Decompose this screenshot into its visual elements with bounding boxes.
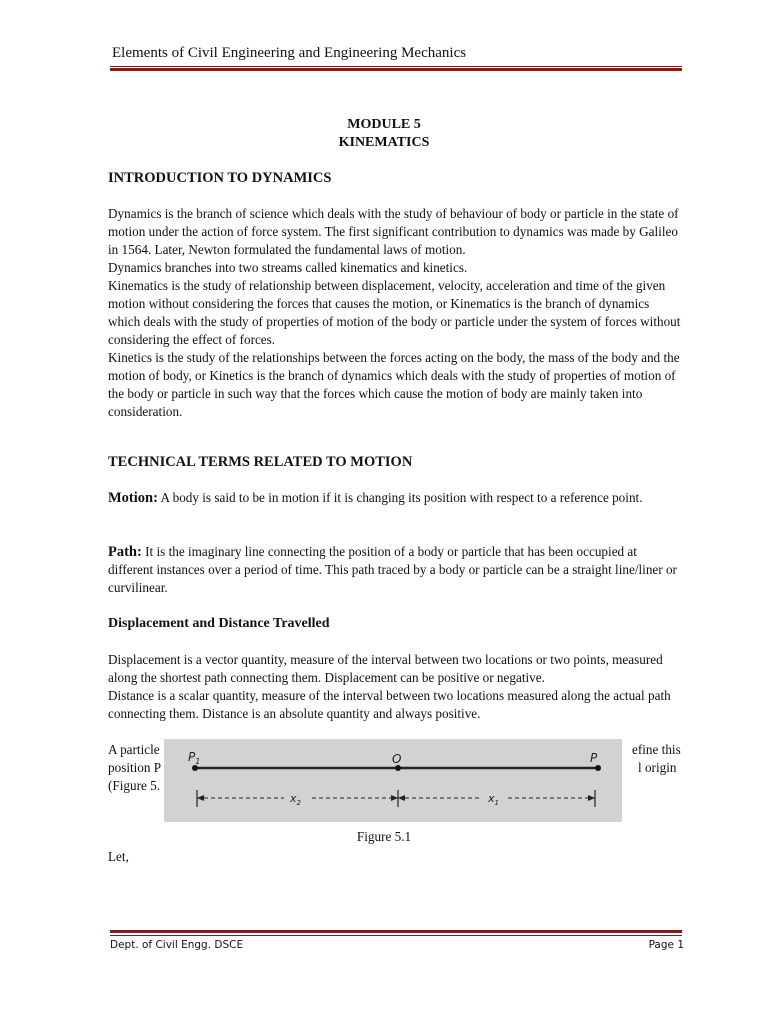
occluded-line-2: position P l origin: [108, 760, 677, 775]
label-o: O: [392, 752, 402, 766]
footer-page-number: Page 1: [648, 939, 684, 951]
arrow-right: [588, 795, 595, 801]
displacement-paragraph: Displacement is a vector quantity, measure of the interval between two locations or two points, measured along the shortest path connecting them. Displacement can be positive or negative.: [108, 652, 663, 685]
path-text: It is the imaginary line connecting the position of a body or particle that has been occupied at different instances over a period of time. This path traced by a body or particle can be a straight line/liner or curvilinear.: [108, 544, 677, 595]
displacement-heading: Displacement and Distance Travelled: [108, 616, 330, 631]
figure-caption: Figure 5.1: [356, 829, 412, 844]
motion-text: A body is said to be in motion if it is changing its position with respect to a reference point.: [157, 490, 643, 505]
displacement-body: [108, 651, 683, 723]
module-number: MODULE 5: [347, 117, 421, 132]
label-p1: $P_1$: [188, 750, 201, 766]
intro-body: [108, 205, 683, 421]
let-text: Let,: [108, 849, 129, 864]
path-label: Path:: [108, 544, 142, 560]
module-topic: KINEMATICS: [338, 135, 430, 150]
intro-paragraph: Dynamics branches into two streams called kinematics and kinetics.: [108, 260, 468, 275]
distance-paragraph: Distance is a scalar quantity, measure of the interval between two locations measured along the actual path connecting them. Distance is an absolute quantity and always positive.: [108, 688, 671, 721]
motion-label: Motion:: [108, 490, 158, 506]
figure-5-1: [164, 739, 622, 822]
terms-heading: TECHNICAL TERMS RELATED TO MOTION: [108, 454, 413, 470]
footer-department: Dept. of Civil Engg. DSCE: [110, 939, 244, 951]
header-rule-thin: [110, 66, 682, 67]
label-x1: $x_1$: [488, 792, 499, 807]
motion-definition: [108, 489, 683, 507]
header-rule-thick: [110, 68, 682, 71]
intro-paragraph: Dynamics is the branch of science which deals with the study of behaviour of body or particle in the state of motion under the action of force system. The first significant contribution to dynamics was made by Galileo in 1564. Later, Newton formulated the fundamental laws of motion.: [108, 206, 679, 257]
header-title: Elements of Civil Engineering and Engineering Mechanics: [112, 45, 467, 61]
footer-rule-thin: [110, 935, 682, 936]
intro-paragraph: Kinetics is the study of the relationships between the forces acting on the body, the mass of the body and the motion of body, or Kinetics is the branch of dynamics which deals with the study of properties of motion of the body or particle in such way that the forces which cause the motion of body are mainly taken into consideration.: [108, 350, 680, 419]
arrow-mid-left: [391, 795, 398, 801]
arrow-mid-right: [398, 795, 405, 801]
path-definition: [108, 543, 683, 597]
occluded-line-1: A particle efine this: [108, 742, 681, 757]
label-p: P: [590, 751, 598, 765]
intro-heading: INTRODUCTION TO DYNAMICS: [108, 170, 332, 186]
intro-paragraph: Kinematics is the study of relationship between displacement, velocity, acceleration and time of the given motion without considering the forces that causes the motion, or Kinematics is the branch of dynamics which deals with the study of properties of motion of the body or particle under the system of forces without considering the effect of forces.: [108, 278, 681, 347]
occluded-line-3: (Figure 5.: [108, 778, 161, 793]
footer-rule-thick: [110, 930, 682, 933]
label-x2: $x_2$: [290, 792, 301, 807]
point-p: [595, 765, 601, 771]
arrow-left: [197, 795, 204, 801]
